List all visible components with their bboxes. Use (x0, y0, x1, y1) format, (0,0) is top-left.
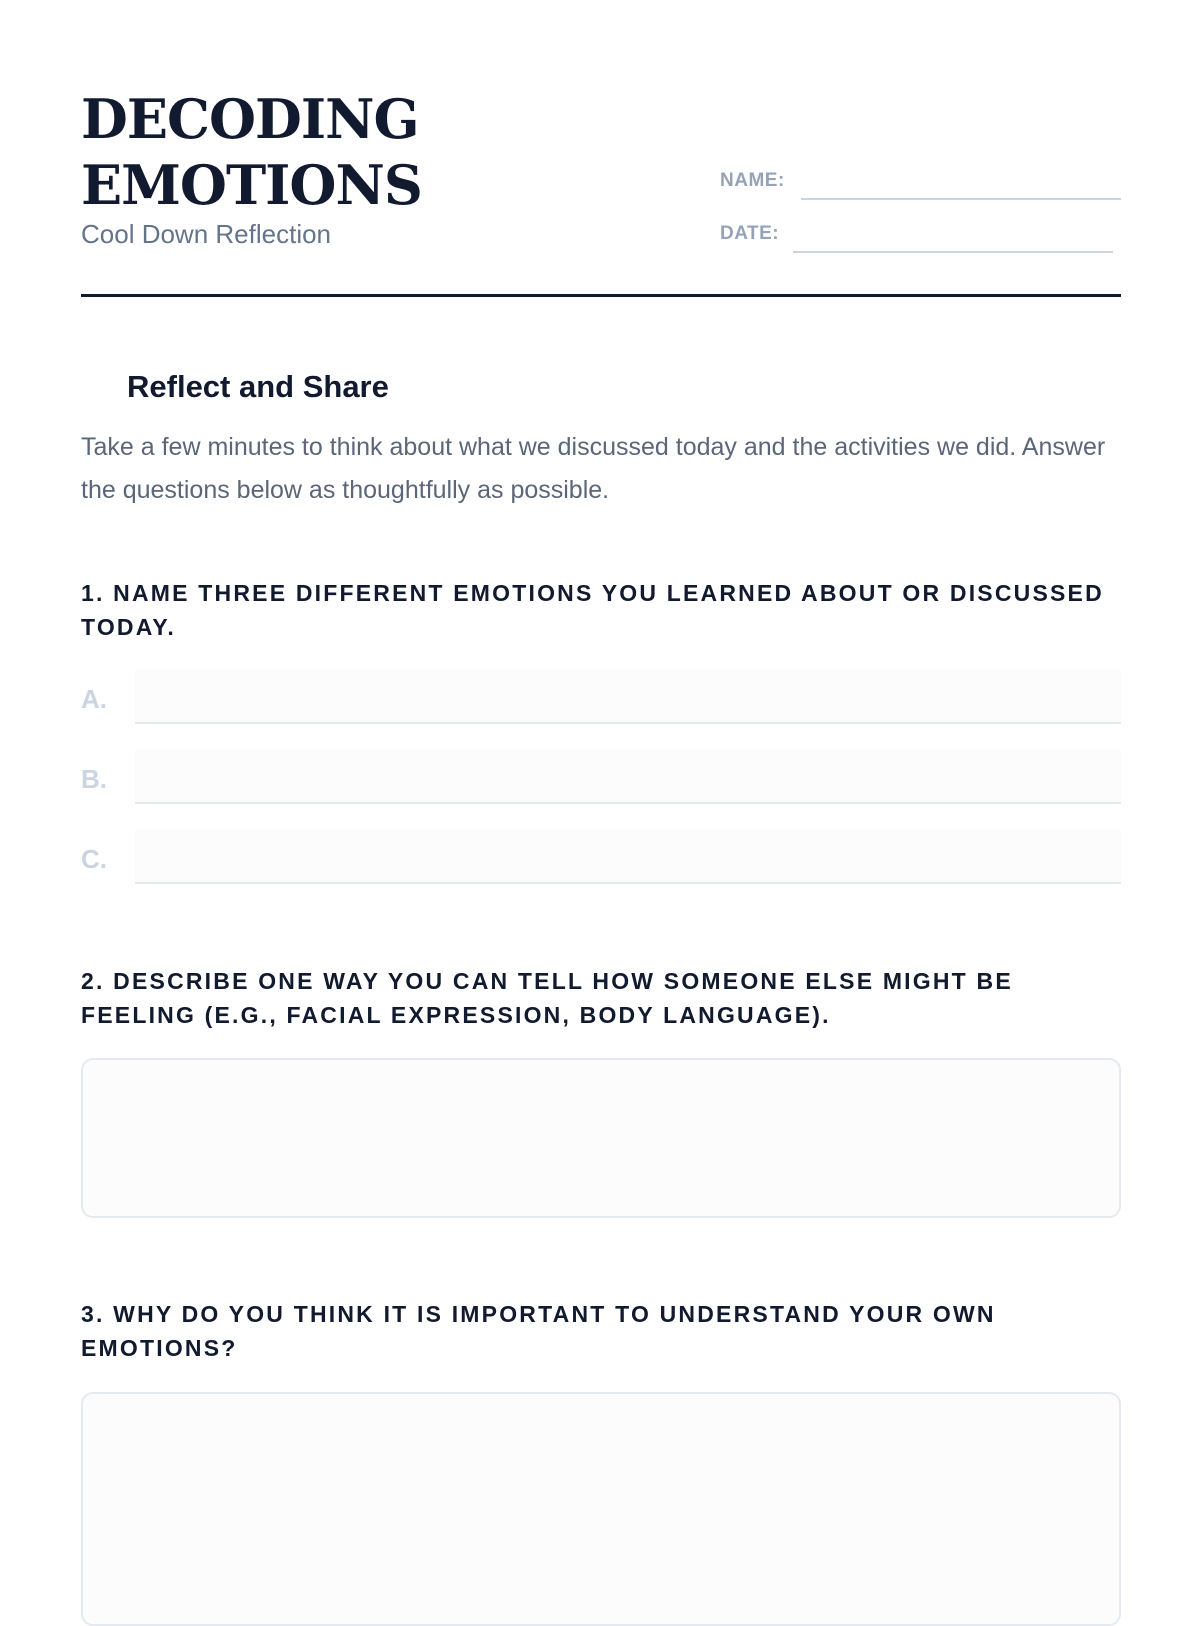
name-field-row (720, 164, 1121, 200)
title-line-2: EMOTIONS (81, 153, 422, 217)
name-input-line[interactable] (801, 198, 1121, 200)
date-label: DATE: (720, 223, 780, 244)
section-heading: Reflect and Share (127, 369, 389, 404)
answer-box-3[interactable] (81, 1392, 1121, 1626)
header-divider (81, 294, 1121, 297)
answer-letter-a: A. (81, 684, 107, 714)
answer-field-a[interactable] (135, 670, 1121, 724)
answer-row-a (81, 670, 1121, 724)
worksheet-title (81, 86, 422, 218)
answer-row-b (81, 750, 1121, 804)
title-line-1: DECODING (81, 87, 419, 151)
worksheet-header (81, 86, 1121, 296)
answer-field-b[interactable] (135, 750, 1121, 804)
question-2: 2. DESCRIBE ONE WAY YOU CAN TELL HOW SOMEONE ELSE MIGHT BE FEELING (E.G., FACIAL EXPRESSION, BODY LANGUAGE). (81, 968, 1013, 1028)
date-input-line[interactable] (793, 251, 1113, 253)
worksheet-subtitle: Cool Down Reflection (81, 219, 332, 249)
answer-field-c[interactable] (135, 830, 1121, 884)
question-3: 3. WHY DO YOU THINK IT IS IMPORTANT TO UNDERSTAND YOUR OWN EMOTIONS? (81, 1301, 996, 1361)
date-field-row (720, 217, 1121, 253)
question-1: 1. NAME THREE DIFFERENT EMOTIONS YOU LEARNED ABOUT OR DISCUSSED TODAY. (81, 580, 1104, 640)
answer-row-c (81, 830, 1121, 884)
answer-letter-b: B. (81, 764, 107, 794)
answer-box-2[interactable] (81, 1058, 1121, 1218)
answer-letter-c: C. (81, 844, 107, 874)
name-label: NAME: (720, 170, 785, 191)
intro-text: Take a few minutes to think about what we discussed today and the activities we did. Answer the questions below as thoughtfully as possible. (81, 433, 1106, 504)
worksheet-page (81, 0, 1121, 1600)
